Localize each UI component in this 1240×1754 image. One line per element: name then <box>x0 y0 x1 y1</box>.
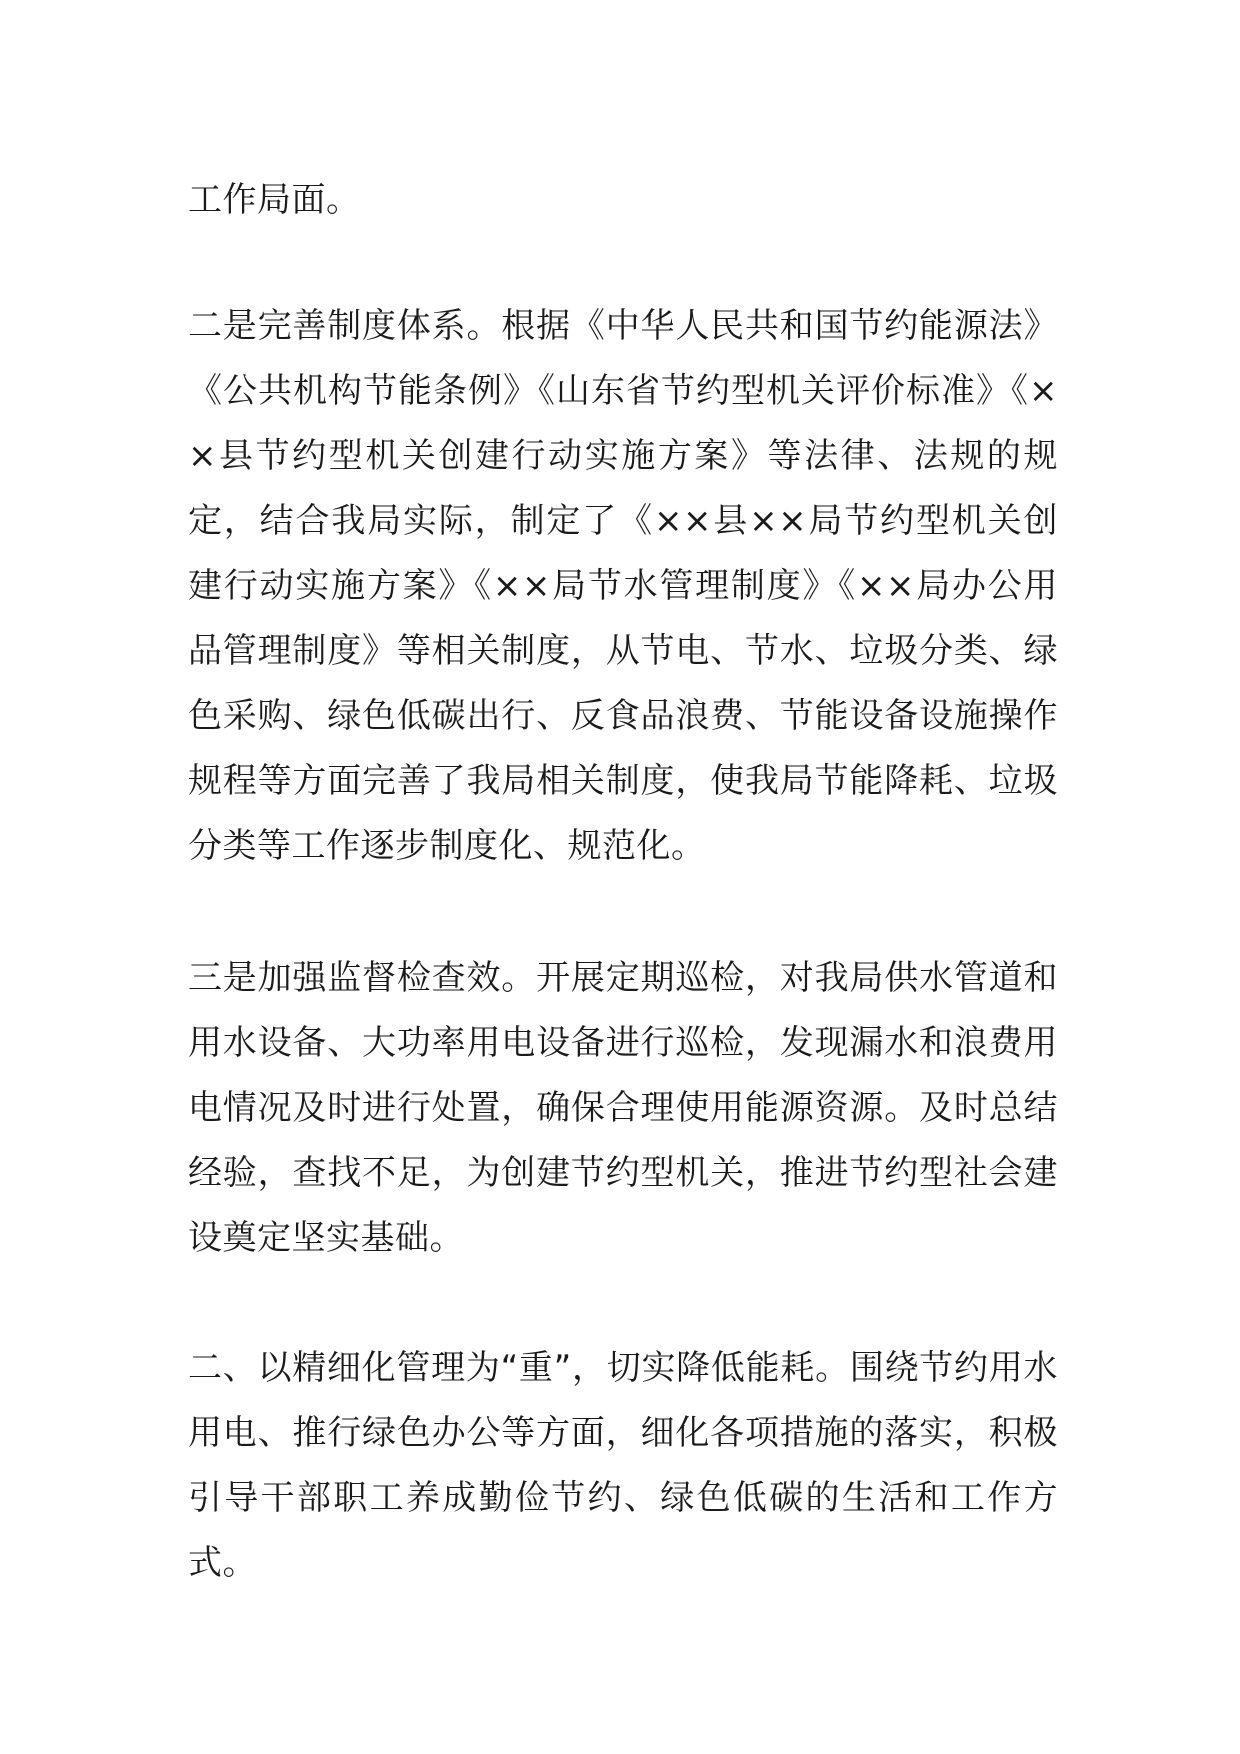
paragraph-improve-system: 二是完善制度体系。根据《中华人民共和国节约能源法》《公共机构节能条例》《山东省节约型机关评价标准》《××县节约型机关创建行动实施方案》等法律、法规的规定，结合我局实际，制定了《××县××局节约型机关创建行动实施方案》《××局节水管理制度》《××局办公用品管理制度》等相关制度，从节电、节水、垃圾分类、绿色采购、绿色低碳出行、反食品浪费、节能设备设施操作规程等方面完善了我局相关制度，使我局节能降耗、垃圾分类等工作逐步制度化、规范化。 <box>188 306 1058 866</box>
paragraph-fine-management: 二、以精细化管理为“重”，切实降低能耗。围绕节约用水用电、推行绿色办公等方面，细化各项措施的落实，积极引导干部职工养成勤俭节约、绿色低碳的生活和工作方式。 <box>188 1348 1058 1583</box>
paragraph-work-situation: 工作局面。 <box>188 180 361 220</box>
paragraph-supervision: 三是加强监督检查效。开展定期巡检，对我局供水管道和用水设备、大功率用电设备进行巡检，发现漏水和浪费用电情况及时进行处置，确保合理使用能源资源。及时总结经验，查找不足，为创建节约型机关，推进节约型社会建设奠定坚实基础。 <box>188 958 1058 1258</box>
